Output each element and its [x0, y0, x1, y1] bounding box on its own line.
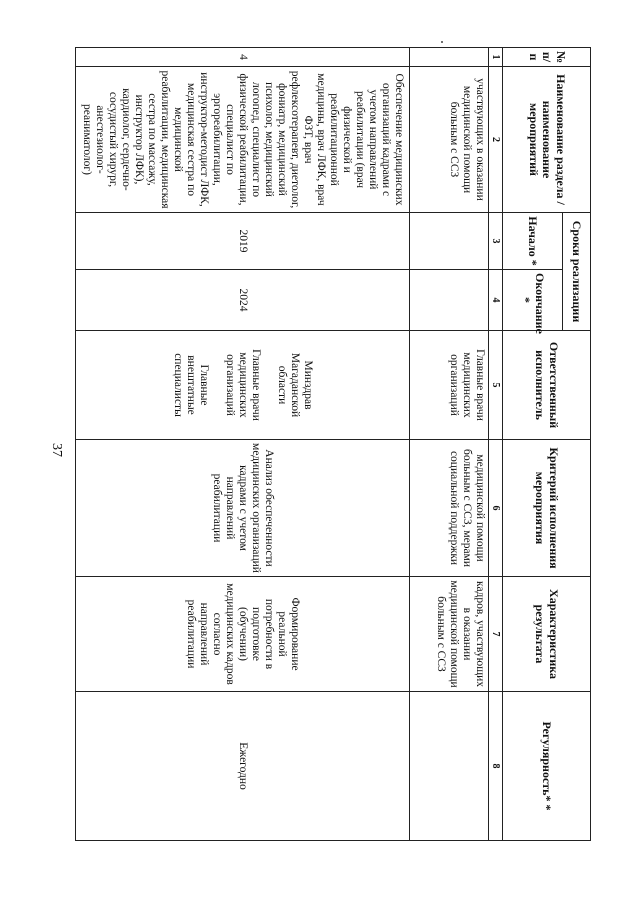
header-num: № п/п — [503, 48, 591, 67]
cell-name: участвующих в оказании медицинской помощи больным с ССЗ — [409, 67, 488, 213]
table-row — [409, 48, 488, 841]
column-number: 3 — [488, 213, 502, 270]
cell-responsible: Главные врачи медицинских организаций — [409, 331, 488, 440]
cell-start: 2019 — [76, 213, 410, 270]
header-end: Окончание * — [503, 270, 563, 331]
cell-regularity: Ежегодно — [76, 692, 410, 841]
column-number: 5 — [488, 331, 502, 440]
header-responsible: Ответственный исполнитель — [503, 331, 591, 440]
header-name: Наименование раздела /наименование мероприятий — [503, 67, 591, 213]
header-regularity: Регулярность* * — [503, 692, 591, 841]
column-number: 8 — [488, 692, 502, 841]
cell-result: Формирование реальной потребности в подготовке (обучении) медицинских кадров согласно направлений реабилитации — [76, 577, 410, 692]
column-number: 2 — [488, 67, 502, 213]
header-criterion: Критерий исполнения мероприятия — [503, 440, 591, 577]
column-number: 4 — [488, 270, 502, 331]
cell-criterion: Анализ обеспеченности медицинских организаций кадрами с учетом направлений реабилитации — [76, 440, 410, 577]
cell-name: Обеспечение медицинских организаций кадрами с учетом направлений реабилитации (врач физической и реабилитационной медицины, врач ЛФК, врач ФЗТ, врач рефлексотерапевт, диетолог, фониатр, медицинский психолог, медицинский логопед, специалист по физической реабилитации, специалист по эргореабилитации, инструктор-методист ЛФК, медицинская сестра по медицинской реабилитации, медицинская сестра по массажу, инструктор ЛФК), кардиолог, сердечно-сосудистый хирург, анестезиолог-реаниматолог) — [76, 67, 410, 213]
cell-responsible: Минздрав Магаданской области Главные врачи медицинских организаций Главные внештатные специалисты — [76, 331, 410, 440]
column-number: 1 — [488, 48, 502, 67]
column-number: 7 — [488, 577, 502, 692]
cell-start — [409, 213, 488, 270]
rotated-table-wrapper — [75, 47, 591, 840]
cell-regularity — [409, 692, 488, 841]
header-start: Начало * — [503, 213, 563, 270]
cell-num: 4 — [76, 48, 410, 67]
events-table — [75, 47, 591, 841]
page-number: 37 — [49, 443, 64, 457]
header-terms: Сроки реализации — [563, 213, 591, 331]
cell-criterion: медицинской помощи больным с ССЗ, мерами социальной поддержки — [409, 440, 488, 577]
cell-end — [409, 270, 488, 331]
cell-result: кадров, участвующих в оказании медицинской помощи больным с ССЗ — [409, 577, 488, 692]
cell-end: 2024 — [76, 270, 410, 331]
column-number: 6 — [488, 440, 502, 577]
table-row — [76, 48, 410, 841]
header-result: Характеристика результата — [503, 577, 591, 692]
cell-num — [409, 48, 488, 67]
speck — [441, 41, 443, 43]
